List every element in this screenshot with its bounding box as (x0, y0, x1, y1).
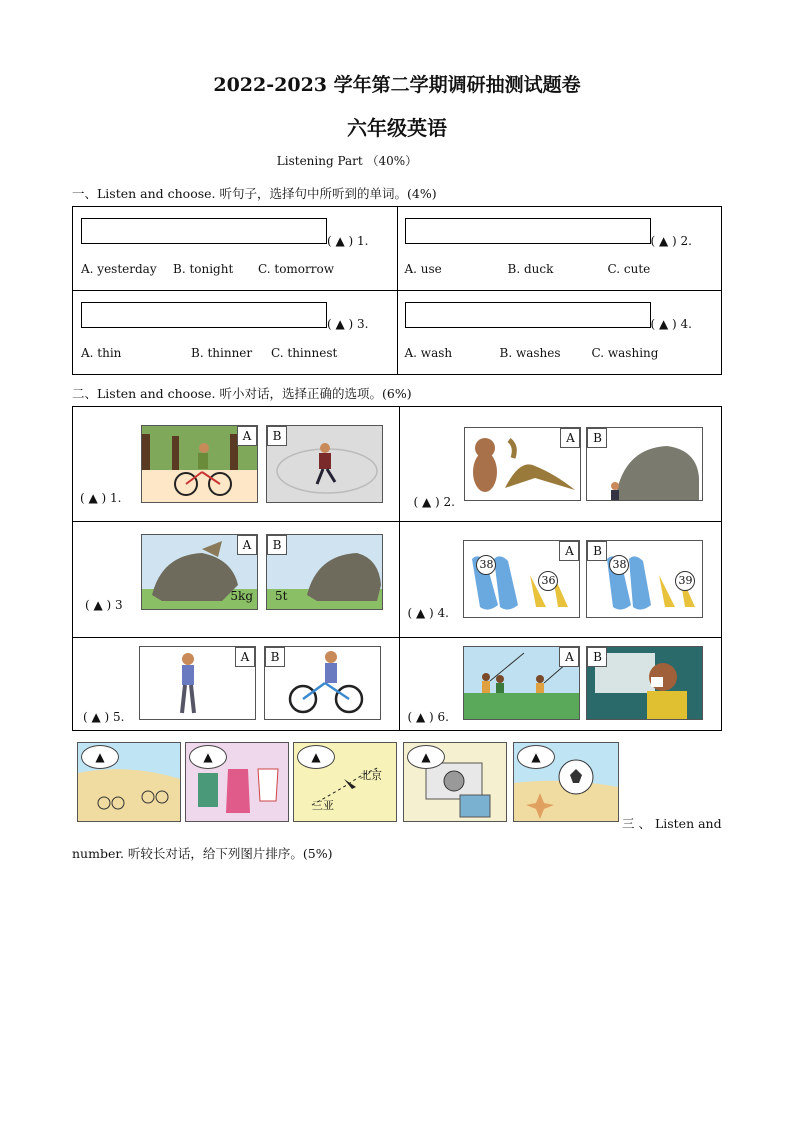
beach-bikes-picture (77, 742, 181, 822)
cycling-picture (141, 425, 258, 503)
option-b: B. washes (499, 346, 561, 360)
option-b: B. duck (507, 262, 554, 276)
answer-box[interactable] (405, 302, 651, 328)
label-a: A (560, 428, 580, 448)
weight-label: 5kg (230, 589, 253, 604)
option-c: C. cute (607, 262, 651, 276)
s2-question-1 (73, 407, 400, 522)
bear-dinosaur-picture (464, 427, 581, 501)
page-subtitle: 六年级英语 (347, 116, 447, 140)
sick-boy-picture (586, 646, 703, 720)
shoes-a-picture (463, 540, 580, 618)
boy-with-bike-picture (264, 646, 381, 720)
question-number: ( ▲ ) 3 (85, 598, 123, 613)
camera-photos-picture (403, 742, 507, 822)
boy-walking-picture (139, 646, 256, 720)
section1-heading: 一、Listen and choose. 听句子，选择句中所听到的单词。(4%) (72, 186, 437, 201)
question-number: ( ▲ ) 2. (413, 495, 455, 509)
option-b: B. thinner (191, 346, 253, 360)
shoes-b-picture (586, 540, 703, 618)
label-a: A (235, 647, 255, 667)
label-b: B (587, 541, 607, 561)
section2-heading: 二、Listen and choose. 听小对话，选择正确的选项。(6%) (72, 386, 412, 401)
shoe-size-39: 39 (675, 571, 695, 591)
s1-question-2 (397, 207, 722, 291)
label-b: B (267, 535, 287, 555)
section3-heading-cont: number. 听较长对话，给下列图片排序。(5%) (72, 846, 333, 861)
map-city-sanya: 三亚 (312, 799, 334, 812)
dinosaur-5kg-picture (141, 534, 258, 610)
question-number: ( ▲ ) 6. (407, 709, 449, 724)
s1-question-3 (73, 291, 398, 375)
option-a: A. yesterday (81, 262, 157, 276)
flight-map-picture (293, 742, 397, 822)
option-c: C. tomorrow (258, 262, 335, 276)
question-number: ( ▲ ) 5. (83, 709, 125, 724)
question-number: ( ▲ ) 4. (407, 606, 449, 621)
s1-question-1 (73, 207, 398, 291)
triceratops-picture (586, 427, 703, 501)
option-c: C. thinnest (271, 346, 338, 360)
section1-table (72, 206, 722, 375)
order-marker: ▲ (189, 745, 227, 769)
option-c: C. washing (591, 346, 659, 360)
beach-ball-picture (513, 742, 619, 822)
label-a: A (237, 426, 257, 446)
weight-label: 5t (275, 589, 288, 604)
question-number: ( ▲ ) 1. (80, 491, 122, 505)
section3-heading-start: 三 、 Listen and (622, 816, 722, 831)
shoe-size-36: 36 (538, 571, 558, 591)
s2-question-4 (400, 522, 722, 637)
label-b: B (587, 428, 607, 448)
order-marker: ▲ (81, 745, 119, 769)
order-marker: ▲ (517, 745, 555, 769)
page-title: 2022-2023 学年第二学期调研抽测试题卷 (213, 74, 581, 96)
answer-box[interactable] (81, 218, 327, 244)
question-number: ( ▲ ) 4. (650, 317, 692, 331)
shoe-size-38: 38 (476, 555, 496, 575)
dinosaur-5t-picture (266, 534, 383, 610)
map-city-beijing: 北京 (360, 769, 382, 782)
swimwear-picture (185, 742, 289, 822)
option-a: A. use (404, 262, 442, 276)
shoe-size-38: 38 (609, 555, 629, 575)
question-number: ( ▲ ) 2. (650, 234, 692, 248)
fishing-picture (463, 646, 580, 720)
s2-question-3 (73, 522, 400, 637)
option-a: A. wash (404, 346, 453, 360)
label-a: A (559, 647, 579, 667)
label-a: A (559, 541, 579, 561)
option-b: B. tonight (173, 262, 234, 276)
order-marker: ▲ (297, 745, 335, 769)
listening-part-label: Listening Part （40%） (276, 154, 418, 168)
s1-question-4 (397, 291, 722, 375)
section2-table (72, 406, 722, 731)
label-a: A (237, 535, 257, 555)
skating-picture (266, 425, 383, 503)
question-number: ( ▲ ) 1. (327, 234, 369, 248)
answer-box[interactable] (405, 218, 651, 244)
label-b: B (587, 647, 607, 667)
option-a: A. thin (81, 346, 122, 360)
s2-question-2 (400, 407, 722, 522)
s2-question-5 (73, 637, 400, 730)
label-b: B (267, 426, 287, 446)
order-marker: ▲ (407, 745, 445, 769)
answer-box[interactable] (81, 302, 327, 328)
s2-question-6 (400, 637, 722, 730)
question-number: ( ▲ ) 3. (327, 317, 369, 331)
label-b: B (265, 647, 285, 667)
